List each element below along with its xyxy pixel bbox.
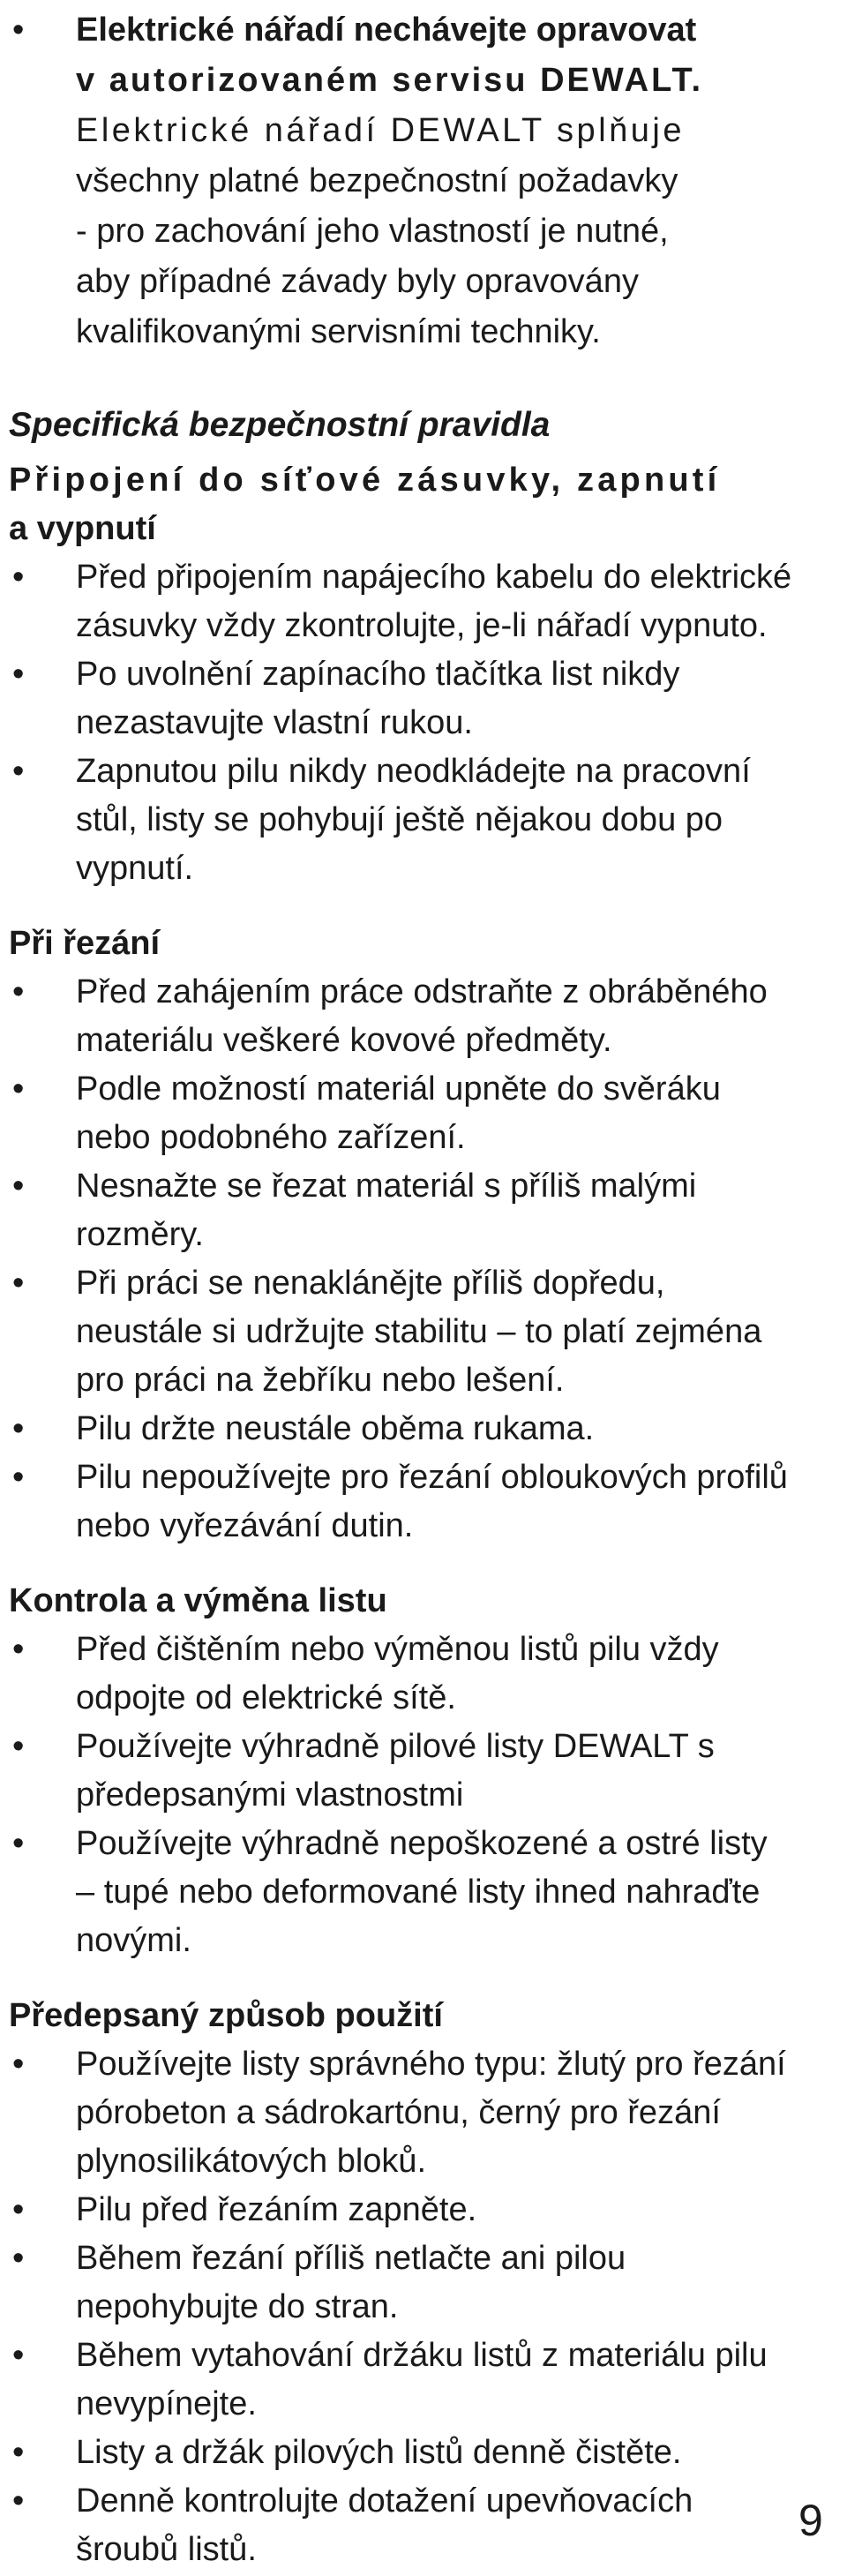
section-title: Specifická bezpečnostní pravidla	[9, 406, 551, 444]
list-item	[9, 1723, 794, 1820]
list-item-text: Při práci se nenaklánějte příliš dopředu, neustále si udržujte stabilitu – to platí zejména pro práci na žebříku nebo lešení.	[76, 1265, 762, 1399]
list-item	[9, 1405, 794, 1453]
list-item	[9, 1162, 794, 1259]
bullet: •	[12, 2240, 25, 2277]
intro-text-line: všechny platné bezpečnostní požadavky	[76, 162, 678, 199]
list-item	[9, 1065, 794, 1162]
bullet: •	[12, 1410, 25, 1447]
list-item-text: Podle možností materiál upněte do svěráku nebo podobného zařízení.	[76, 1070, 721, 1156]
section-heading-line: a vypnutí	[9, 510, 156, 547]
list-item-text: Pilu nepoužívejte pro řezání obloukových profilů nebo vyřezávání dutin.	[76, 1459, 788, 1544]
bullet: •	[12, 1825, 25, 1862]
list-item	[9, 968, 794, 1065]
intro-text-line: kvalifikovanými servisními techniky.	[76, 313, 601, 350]
section-heading-line: Kontrola a výměna listu	[9, 1582, 387, 1619]
bullet: •	[12, 11, 25, 49]
intro-paragraph	[9, 5, 794, 357]
intro-bold-line: Elektrické nářadí nechávejte opravovat	[76, 11, 697, 49]
list-item	[9, 747, 794, 893]
list-item-text: Zapnutou pilu nikdy neodkládejte na pracovní stůl, listy se pohybují ještě nějakou dobu po vypnutí.	[76, 753, 751, 887]
list-item	[9, 1626, 794, 1723]
list-item	[9, 650, 794, 747]
bullet: •	[12, 2046, 25, 2083]
section-heading-intended-use	[9, 1992, 794, 2040]
section-list-blade-check	[9, 1626, 794, 1965]
bullet: •	[12, 1631, 25, 1668]
section-list-cutting	[9, 968, 794, 1551]
bullet: •	[12, 559, 25, 596]
list-item-text: Nesnažte se řezat materiál s příliš malými rozměry.	[76, 1168, 697, 1253]
section-heading-line: Předepsaný způsob použití	[9, 1997, 443, 2034]
bullet: •	[12, 1168, 25, 1205]
bullet: •	[12, 1265, 25, 1302]
bullet: •	[12, 973, 25, 1010]
section-heading-line: Připojení do síťové zásuvky, zapnutí	[9, 462, 721, 499]
list-item	[9, 2429, 794, 2477]
list-item	[9, 2332, 794, 2429]
section-list-intended-use	[9, 2040, 794, 2574]
bullet: •	[12, 1459, 25, 1496]
list-item-text: Pilu před řezáním zapněte.	[76, 2191, 477, 2228]
list-item	[9, 2040, 794, 2186]
intro-text-line: - pro zachování jeho vlastností je nutné,	[76, 213, 669, 250]
list-item	[9, 1259, 794, 1405]
list-item-text: Během vytahování držáku listů z materiálu pilu nevypínejte.	[76, 2337, 768, 2422]
list-item-text: Před čištěním nebo výměnou listů pilu vždy odpojte od elektrické sítě.	[76, 1631, 719, 1716]
bullet: •	[12, 1728, 25, 1765]
list-item	[9, 1820, 794, 1965]
list-item-text: Po uvolnění zapínacího tlačítka list nikdy nezastavujte vlastní rukou.	[76, 656, 680, 741]
bullet: •	[12, 1070, 25, 1108]
section-list-connection	[9, 553, 794, 893]
bullet: •	[12, 2482, 25, 2520]
list-item-text: Používejte listy správného typu: žlutý pro řezání pórobeton a sádrokartónu, černý pro řezání plynosilikátových bloků.	[76, 2046, 786, 2180]
list-item-text: Před zahájením práce odstraňte z obráběného materiálu veškeré kovové předměty.	[76, 973, 768, 1059]
list-item-text: Používejte výhradně nepoškozené a ostré listy – tupé nebo deformované listy ihned nahraďte novými.	[76, 1825, 768, 1959]
intro-text-line: Elektrické nářadí DEWALT splňuje	[76, 112, 685, 149]
page-number: 9	[798, 2496, 823, 2545]
section-heading-blade-check	[9, 1577, 794, 1626]
intro-bold-line: v autorizovaném servisu DEWALT.	[76, 62, 704, 99]
list-item	[9, 2234, 794, 2332]
list-item-text: Pilu držte neustále oběma rukama.	[76, 1410, 595, 1447]
list-item	[9, 2477, 794, 2574]
manual-page	[9, 0, 794, 2574]
list-item-text: Před připojením napájecího kabelu do elektrické zásuvky vždy zkontrolujte, je-li nářadí vypnuto.	[76, 559, 792, 644]
list-item-text: Denně kontrolujte dotažení upevňovacích šroubů listů.	[76, 2482, 693, 2568]
list-item-text: Listy a držák pilových listů denně čistěte.	[76, 2434, 682, 2471]
bullet: •	[12, 2434, 25, 2471]
list-item	[9, 2186, 794, 2234]
bullet: •	[12, 2191, 25, 2228]
bullet: •	[12, 656, 25, 693]
bullet: •	[12, 753, 25, 790]
list-item	[9, 553, 794, 650]
section-heading-connection	[9, 456, 794, 553]
list-item-text: Během řezání příliš netlačte ani pilou nepohybujte do stran.	[76, 2240, 626, 2325]
section-heading-cutting	[9, 920, 794, 968]
section-heading-line: Při řezání	[9, 925, 161, 962]
list-item-text: Používejte výhradně pilové listy DEWALT s předepsanými vlastnostmi	[76, 1728, 715, 1814]
bullet: •	[12, 2337, 25, 2374]
list-item	[9, 1453, 794, 1551]
intro-text-line: aby případné závady byly opravovány	[76, 263, 639, 300]
